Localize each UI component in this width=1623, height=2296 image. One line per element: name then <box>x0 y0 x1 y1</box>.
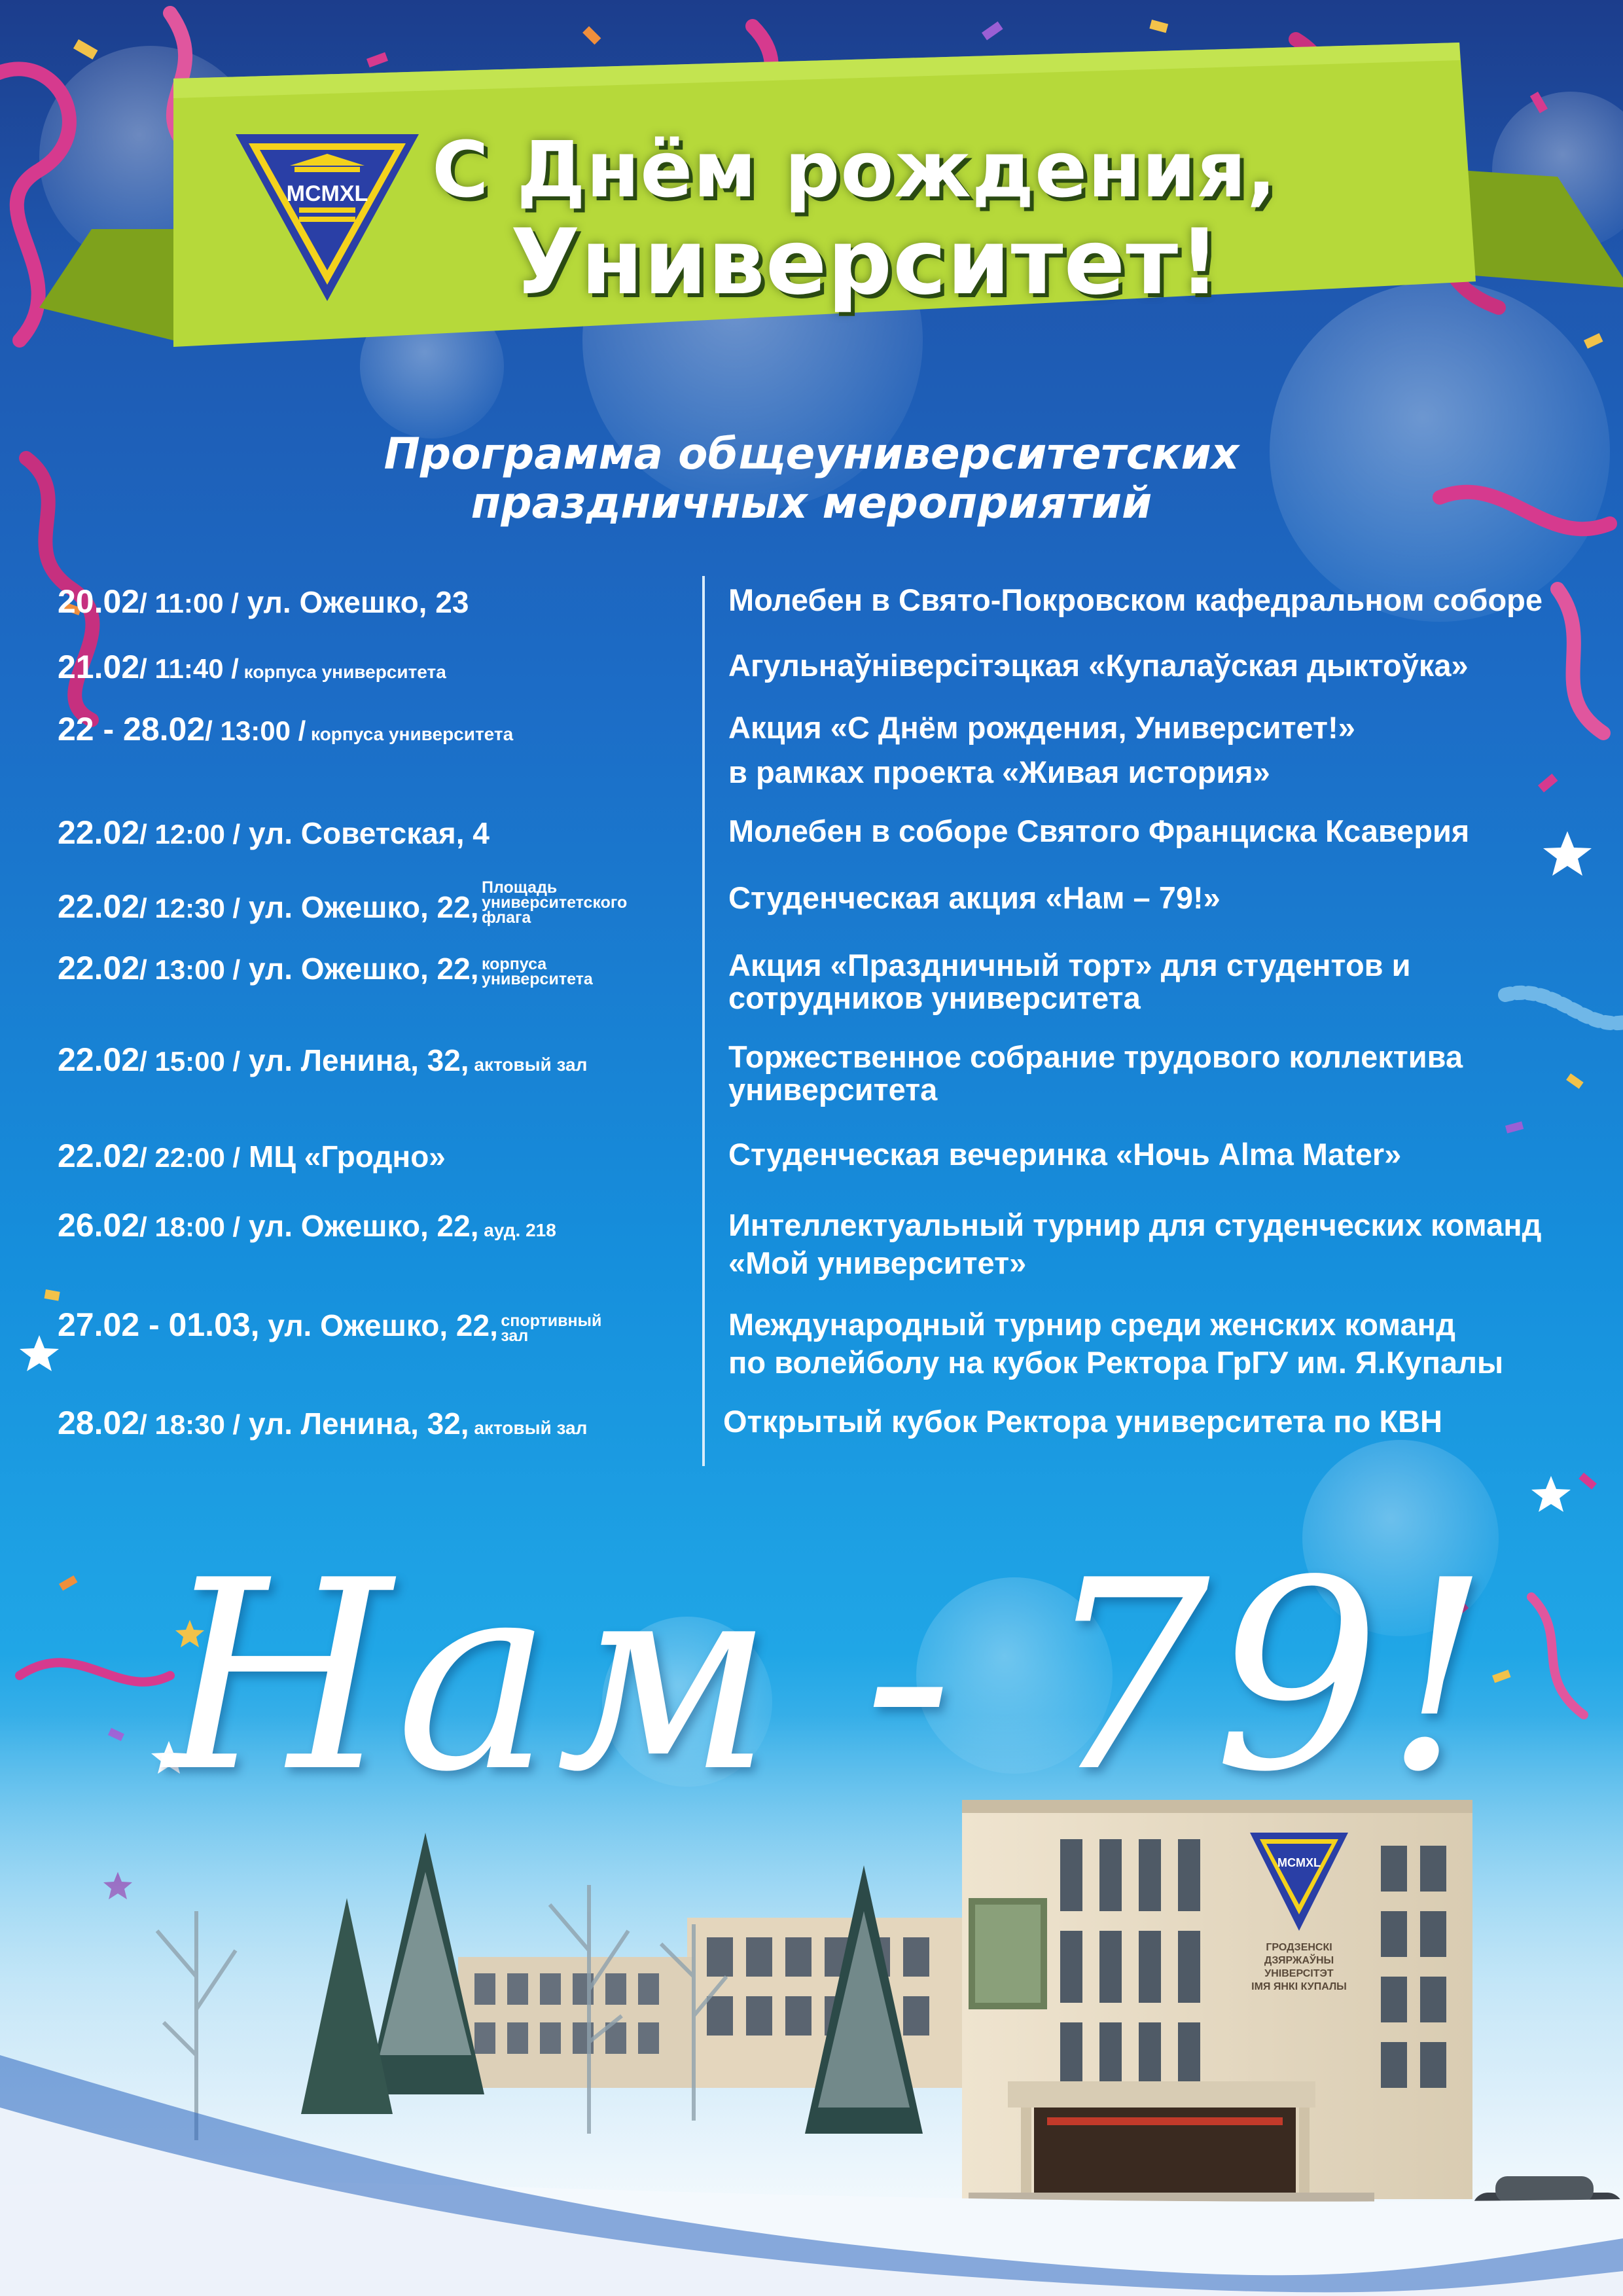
event-desc-line: в рамках проекта «Живая история» <box>728 755 1270 789</box>
event-when <box>58 1137 699 1175</box>
event-description <box>728 1137 1605 1172</box>
event-place: ул. Ожешко, 22, <box>240 890 479 924</box>
event-desc-line: Студенческая вечеринка «Ночь Alma Mater» <box>728 1137 1402 1172</box>
event-time: / 22:00 / <box>139 1142 241 1173</box>
event-desc-line: Акция «Праздничный торт» для студентов и <box>728 948 1411 982</box>
event-description <box>728 1306 1605 1382</box>
event-when <box>58 648 699 686</box>
building-sign-line: УНІВЕРСІТЭТ <box>1264 1968 1334 1979</box>
building-sign-line: ІМЯ ЯНКІ КУПАЛЫ <box>1251 1981 1347 1992</box>
event-when <box>58 1041 699 1079</box>
event-desc-line: по волейболу на кубок Ректора ГрГУ им. Я.Купалы <box>728 1345 1504 1380</box>
event-desc-line: Торжественное собрание трудового коллектива <box>728 1039 1463 1074</box>
event-date: 22 - 28.02 <box>58 711 205 747</box>
schedule-divider <box>702 576 705 1466</box>
event-time: / 18:30 / <box>139 1409 241 1440</box>
event-date: 27.02 - 01.03, <box>58 1306 260 1343</box>
event-time: / 12:30 / <box>139 893 241 924</box>
event-place: ул. Ожешко, 23 <box>238 585 469 619</box>
title-banner <box>0 0 1623 406</box>
event-date: 21.02 <box>58 649 140 685</box>
event-date: 28.02 <box>58 1405 140 1441</box>
event-place: ул. Советская, 4 <box>240 816 490 850</box>
event-time: / 13:00 / <box>139 954 241 985</box>
event-desc-line: Молебен в соборе Святого Франциска Ксаверия <box>728 814 1470 848</box>
event-time: / 18:00 / <box>139 1211 241 1242</box>
event-desc-line: Молебен в Свято-Покровском кафедральном соборе <box>728 583 1543 617</box>
building-logo-text: MCMXL <box>1277 1856 1321 1869</box>
event-date: 22.02 <box>58 950 140 986</box>
event-description <box>728 949 1605 1014</box>
building-far-wing <box>458 1957 694 2088</box>
event-description <box>728 648 1605 683</box>
event-description <box>728 583 1605 618</box>
building-sign-line: ДЗЯРЖАЎНЫ <box>1264 1955 1334 1966</box>
event-description <box>728 710 1605 790</box>
event-when <box>58 814 699 852</box>
event-place: ул. Ленина, 32, <box>240 1043 469 1077</box>
university-logo <box>232 128 422 304</box>
event-desc-line: Открытый кубок Ректора университета по КВН <box>723 1404 1442 1439</box>
event-when <box>58 1404 699 1442</box>
event-place: ул. Ожешко, 22, <box>259 1308 498 1342</box>
event-place-note: актовый зал <box>469 1054 588 1075</box>
event-place-note: ауд. 218 <box>478 1220 556 1240</box>
event-desc-line: Студенческая акция «Нам – 79!» <box>728 880 1221 915</box>
event-description <box>728 880 1605 916</box>
event-place: МЦ «Гродно» <box>240 1139 446 1174</box>
event-place-note: корпуса университета <box>481 955 593 988</box>
event-date: 26.02 <box>58 1207 140 1244</box>
event-place-note: корпуса университета <box>306 724 514 744</box>
event-date: 22.02 <box>58 1138 140 1174</box>
event-date: 20.02 <box>58 583 140 620</box>
event-desc-line: Акция «С Днём рождения, Университет!» <box>728 710 1355 745</box>
event-date: 22.02 <box>58 888 140 925</box>
event-place: ул. Ожешко, 22, <box>240 952 479 986</box>
event-description <box>728 814 1605 849</box>
event-place-note: актовый зал <box>469 1418 588 1438</box>
event-place-note: корпуса университета <box>238 662 446 682</box>
event-place: ул. Ленина, 32, <box>240 1407 469 1441</box>
event-description <box>728 1206 1605 1282</box>
event-place-note: Площадь университетского флага <box>481 878 628 927</box>
event-desc-line: «Мой университет» <box>728 1246 1027 1280</box>
event-time: / 13:00 / <box>205 715 306 746</box>
logo-text: MCMXL <box>286 181 368 206</box>
event-date: 22.02 <box>58 814 140 851</box>
event-when <box>58 1306 699 1344</box>
event-date: 22.02 <box>58 1041 140 1078</box>
event-place: ул. Ожешко, 22, <box>240 1209 479 1243</box>
event-time: / 12:00 / <box>139 819 241 850</box>
building-sign-line: ГРОДЗЕНСКІ <box>1266 1942 1332 1953</box>
program-subtitle-line2: праздничных мероприятий <box>471 478 1152 528</box>
program-subtitle-line1: Программа общеуниверситетских <box>383 429 1240 479</box>
building-main-block <box>962 1800 1472 2212</box>
event-when <box>58 710 699 748</box>
event-desc-line: Международный турнир среди женских команд <box>728 1307 1455 1342</box>
event-place-note: спортивный зал <box>501 1312 602 1345</box>
event-when <box>58 583 699 620</box>
event-time: / 11:40 / <box>139 653 239 684</box>
event-desc-line: Интеллектуальный турнир для студенческих команд <box>728 1208 1542 1242</box>
event-time: / 11:00 / <box>139 588 239 619</box>
event-when <box>58 1206 699 1244</box>
event-description <box>723 1404 1600 1439</box>
event-when <box>58 949 699 987</box>
event-desc-line: Агульнаўніверсітэцкая «Купалаўская дыктоўка» <box>728 648 1469 683</box>
event-description <box>728 1041 1605 1106</box>
event-when <box>58 880 699 925</box>
event-desc-line: университета <box>728 1072 938 1107</box>
banner-title-line2: Университет! <box>510 209 1221 315</box>
anniversary-big-text: Нам - 79! <box>164 1525 1494 1829</box>
banner-title-line1: С Днём рождения, <box>432 124 1277 215</box>
event-time: / 15:00 / <box>139 1046 241 1077</box>
event-desc-line: сотрудников университета <box>728 980 1141 1015</box>
